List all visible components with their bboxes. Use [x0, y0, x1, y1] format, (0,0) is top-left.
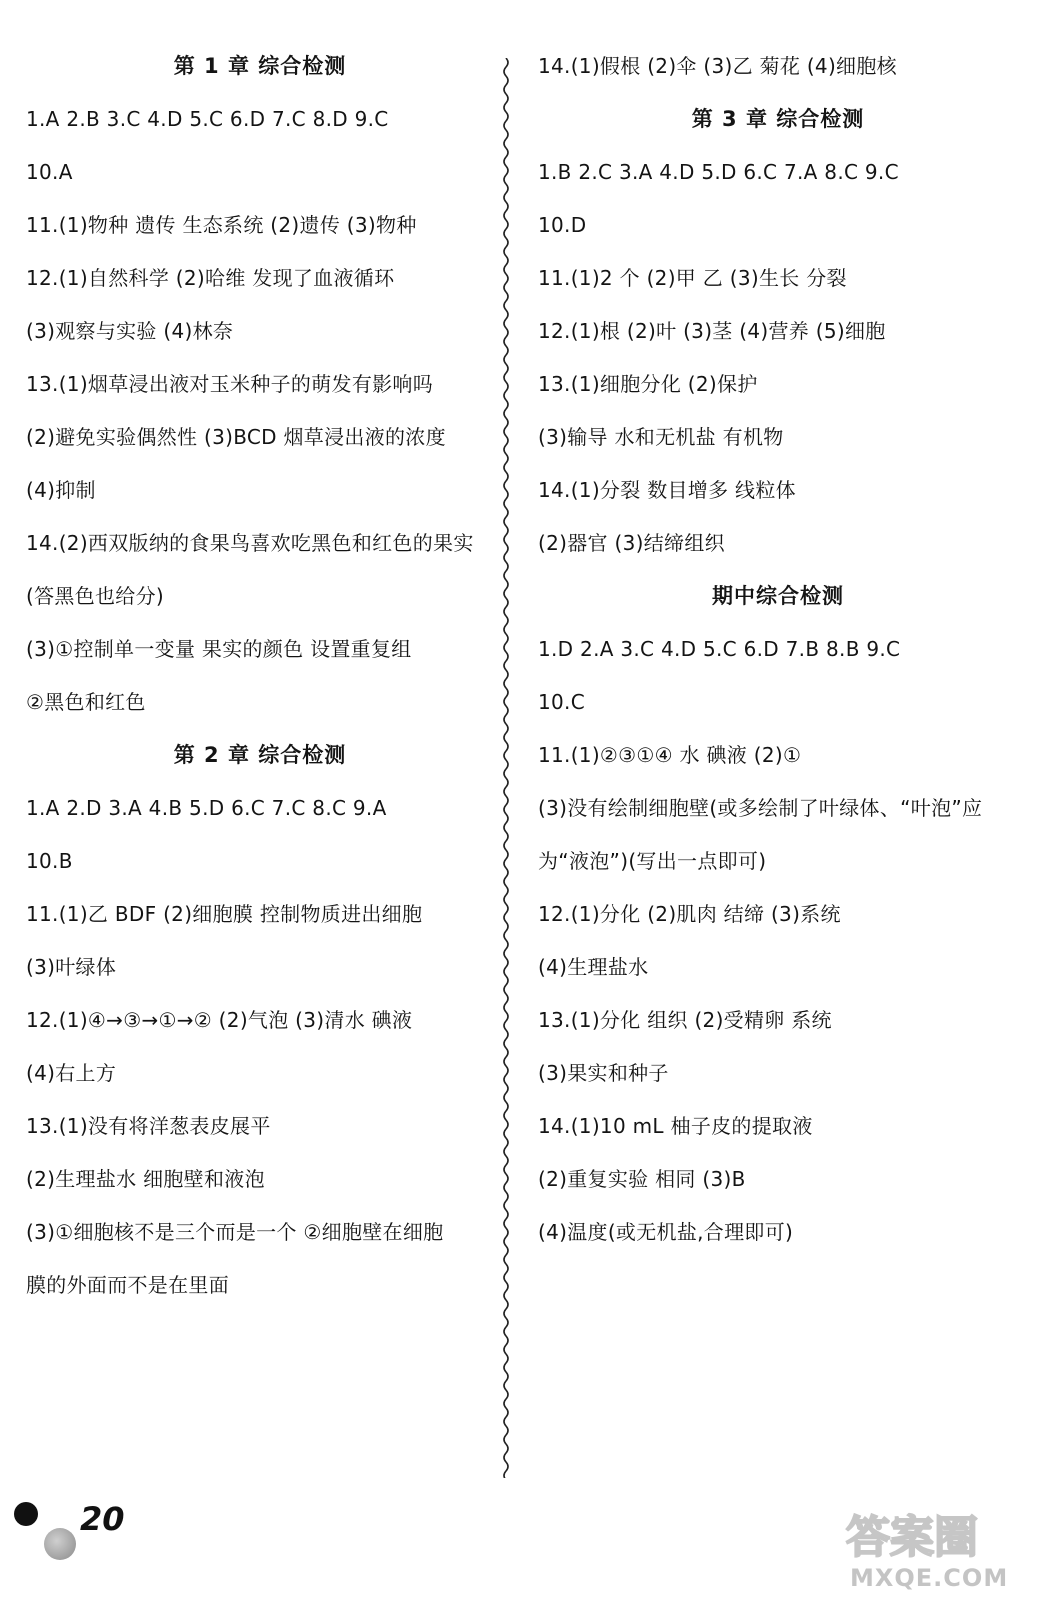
right-answer-line: 10.D — [538, 213, 587, 237]
left-answer-line: (4)右上方 — [26, 1061, 117, 1085]
decor-dot-small — [14, 1502, 38, 1526]
left-answer-line: 1.A 2.B 3.C 4.D 5.C 6.D 7.C 8.D 9.C — [26, 107, 389, 131]
right-answer-line: (2)重复实验 相同 (3)B — [538, 1167, 746, 1191]
left-answer-line: 1.A 2.D 3.A 4.B 5.D 6.C 7.C 8.C 9.A — [26, 796, 387, 820]
left-answer-line: 12.(1)自然科学 (2)哈维 发现了血液循环 — [26, 266, 395, 290]
right-answer-line: 13.(1)细胞分化 (2)保护 — [538, 372, 758, 396]
page-number: 20 — [80, 1500, 125, 1538]
right-answer-line: 1.B 2.C 3.A 4.D 5.D 6.C 7.A 8.C 9.C — [538, 160, 899, 184]
right-answer-line: 13.(1)分化 组织 (2)受精卵 系统 — [538, 1008, 832, 1032]
left-section-heading: 第 1 章 综合检测 — [173, 54, 347, 78]
left-answer-line: (3)观察与实验 (4)林奈 — [26, 319, 234, 343]
left-answer-line: 10.B — [26, 849, 73, 873]
wavy-column-divider — [498, 58, 514, 1478]
left-section-heading: 第 2 章 综合检测 — [173, 743, 347, 767]
decor-dot-large — [44, 1528, 76, 1560]
right-answer-line: (3)输导 水和无机盐 有机物 — [538, 425, 784, 449]
right-answer-line: (2)器官 (3)结缔组织 — [538, 531, 725, 555]
left-answer-line: 11.(1)物种 遗传 生态系统 (2)遗传 (3)物种 — [26, 213, 417, 237]
right-answer-line: (3)没有绘制细胞壁(或多绘制了叶绿体、“叶泡”应 — [538, 796, 983, 820]
left-answer-line: 10.A — [26, 160, 73, 184]
right-answer-line: 12.(1)根 (2)叶 (3)茎 (4)营养 (5)细胞 — [538, 319, 886, 343]
left-answer-column — [26, 40, 494, 1312]
left-answer-line: 14.(2)西双版纳的食果鸟喜欢吃黑色和红色的果实 — [26, 531, 474, 555]
right-answer-line: 14.(1)假根 (2)伞 (3)乙 菊花 (4)细胞核 — [538, 54, 897, 78]
left-answer-line: 12.(1)④→③→①→② (2)气泡 (3)清水 碘液 — [26, 1008, 413, 1032]
left-answer-line: (3)①控制单一变量 果实的颜色 设置重复组 — [26, 637, 412, 661]
right-answer-line: 10.C — [538, 690, 585, 714]
right-answer-line: 12.(1)分化 (2)肌肉 结缔 (3)系统 — [538, 902, 841, 926]
right-section-heading: 第 3 章 综合检测 — [691, 107, 865, 131]
right-answer-line: 1.D 2.A 3.C 4.D 5.C 6.D 7.B 8.B 9.C — [538, 637, 901, 661]
watermark-logo-text: 答案圈 — [846, 1512, 978, 1563]
left-answer-line: (3)①细胞核不是三个而是一个 ②细胞壁在细胞 — [26, 1220, 444, 1244]
left-answer-line: (2)生理盐水 细胞壁和液泡 — [26, 1167, 265, 1191]
left-answer-line: 13.(1)没有将洋葱表皮展平 — [26, 1114, 271, 1138]
watermark-url-text: MXQE.COM — [850, 1564, 1009, 1592]
right-answer-line: 11.(1)2 个 (2)甲 乙 (3)生长 分裂 — [538, 266, 847, 290]
right-answer-line: (4)生理盐水 — [538, 955, 649, 979]
left-answer-line: 膜的外面而不是在里面 — [26, 1273, 229, 1297]
right-answer-line: 为“液泡”)(写出一点即可) — [538, 849, 767, 873]
right-answer-line: (3)果实和种子 — [538, 1061, 669, 1085]
watermark-logo — [840, 1498, 1030, 1594]
left-answer-line: (答黑色也给分) — [26, 584, 165, 608]
page-number-badge — [14, 1500, 124, 1570]
right-answer-line: 14.(1)分裂 数目增多 线粒体 — [538, 478, 796, 502]
left-answer-line: 13.(1)烟草浸出液对玉米种子的萌发有影响吗 — [26, 372, 434, 396]
right-answer-line: 11.(1)②③①④ 水 碘液 (2)① — [538, 743, 802, 767]
right-answer-line: 14.(1)10 mL 柚子皮的提取液 — [538, 1114, 813, 1138]
left-answer-line: (4)抑制 — [26, 478, 96, 502]
right-answer-line: (4)温度(或无机盐,合理即可) — [538, 1220, 794, 1244]
right-answer-column — [538, 40, 1018, 1259]
left-answer-line: ②黑色和红色 — [26, 690, 146, 714]
right-section-heading: 期中综合检测 — [712, 584, 844, 608]
left-answer-line: 11.(1)乙 BDF (2)细胞膜 控制物质进出细胞 — [26, 902, 423, 926]
left-answer-line: (2)避免实验偶然性 (3)BCD 烟草浸出液的浓度 — [26, 425, 446, 449]
left-answer-line: (3)叶绿体 — [26, 955, 117, 979]
